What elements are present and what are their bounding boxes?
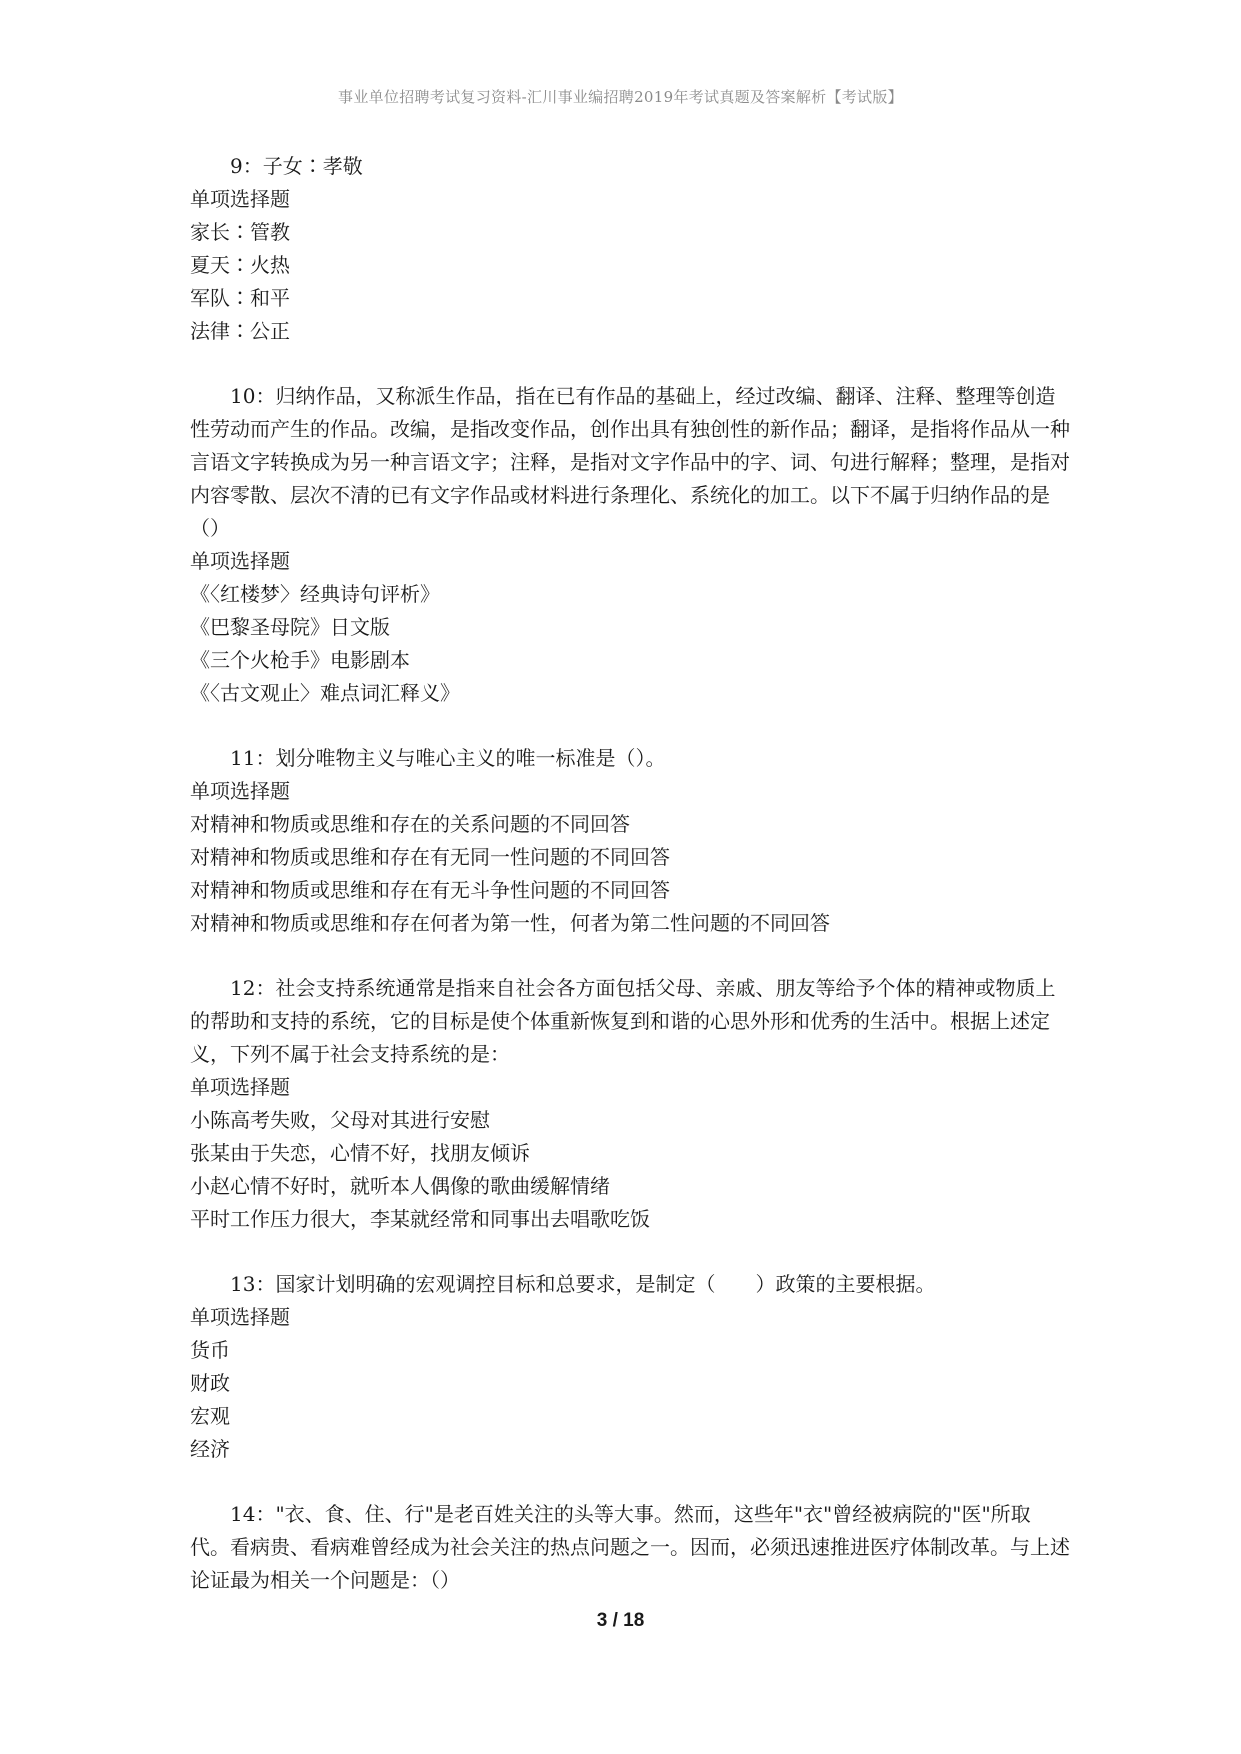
page-number: 3 / 18: [596, 1610, 645, 1631]
question-type: 单项选择题: [190, 187, 290, 211]
question-stem: 12：社会支持系统通常是指来自社会各方面包括父母、亲戚、朋友等给予个体的精神或物质上的帮助和支持的系统，它的目标是使个体重新恢复到和谐的心思外形和优秀的生活中。根据上述定义，下列不属于社会支持系统的是：: [190, 976, 1056, 1066]
option: 张某由于失恋，心情不好，找朋友倾诉: [190, 1141, 530, 1165]
question-stem: 9：子女∶孝敬: [230, 154, 363, 178]
option: 对精神和物质或思维和存在有无同一性问题的不同回答: [190, 845, 670, 869]
question-type: 单项选择题: [190, 1075, 290, 1099]
question-stem: 11：划分唯物主义与唯心主义的唯一标准是（）。: [230, 746, 666, 770]
question-10: [190, 380, 1070, 710]
page-header: 事业单位招聘考试复习资料-汇川事业编招聘2019年考试真题及答案解析【考试版】: [338, 88, 903, 106]
option: 对精神和物质或思维和存在何者为第一性，何者为第二性问题的不同回答: [190, 911, 830, 935]
option: 平时工作压力很大，李某就经常和同事出去唱歌吃饭: [190, 1207, 650, 1231]
option: 货币: [190, 1338, 230, 1362]
option: 《〈古文观止〉难点词汇释义》: [190, 681, 460, 705]
option: 小赵心情不好时，就听本人偶像的歌曲缓解情绪: [190, 1174, 610, 1198]
option: 《巴黎圣母院》日文版: [190, 615, 390, 639]
option: 对精神和物质或思维和存在的关系问题的不同回答: [190, 812, 630, 836]
question-type: 单项选择题: [190, 779, 290, 803]
option: 对精神和物质或思维和存在有无斗争性问题的不同回答: [190, 878, 670, 902]
question-13: [190, 1268, 1070, 1466]
question-stem: 14："衣、食、住、行"是老百姓关注的头等大事。然而，这些年"衣"曾经被病院的"医"所取代。看病贵、看病难曾经成为社会关注的热点问题之一。因而，必须迅速推进医疗体制改革。与上述论证最为相关一个问题是：（）: [190, 1502, 1070, 1592]
question-12: [190, 972, 1070, 1236]
question-type: 单项选择题: [190, 549, 290, 573]
option: 法律∶公正: [190, 319, 290, 343]
question-type: 单项选择题: [190, 1305, 290, 1329]
question-list: [190, 150, 1070, 1629]
option: 家长∶管教: [190, 220, 290, 244]
option: 夏天∶火热: [190, 253, 290, 277]
question-stem: 10：归纳作品，又称派生作品，指在已有作品的基础上，经过改编、翻译、注释、整理等创造性劳动而产生的作品。改编，是指改变作品，创作出具有独创性的新作品；翻译，是指将作品从一种言语文字转换成为另一种言语文字；注释，是指对文字作品中的字、词、句进行解释；整理，是指对内容零散、层次不清的已有文字作品或材料进行条理化、系统化的加工。以下不属于归纳作品的是（）: [190, 384, 1070, 540]
question-14: [190, 1498, 1070, 1597]
question-11: [190, 742, 1070, 940]
question-9: [190, 150, 1070, 348]
option: 宏观: [190, 1404, 230, 1428]
option: 军队∶和平: [190, 286, 290, 310]
option: 小陈高考失败，父母对其进行安慰: [190, 1108, 490, 1132]
option: 《三个火枪手》电影剧本: [190, 648, 410, 672]
option: 《〈红楼梦〉经典诗句评析》: [190, 582, 440, 606]
option: 财政: [190, 1371, 230, 1395]
option: 经济: [190, 1437, 230, 1461]
question-stem: 13：国家计划明确的宏观调控目标和总要求，是制定（ ）政策的主要根据。: [230, 1272, 936, 1296]
